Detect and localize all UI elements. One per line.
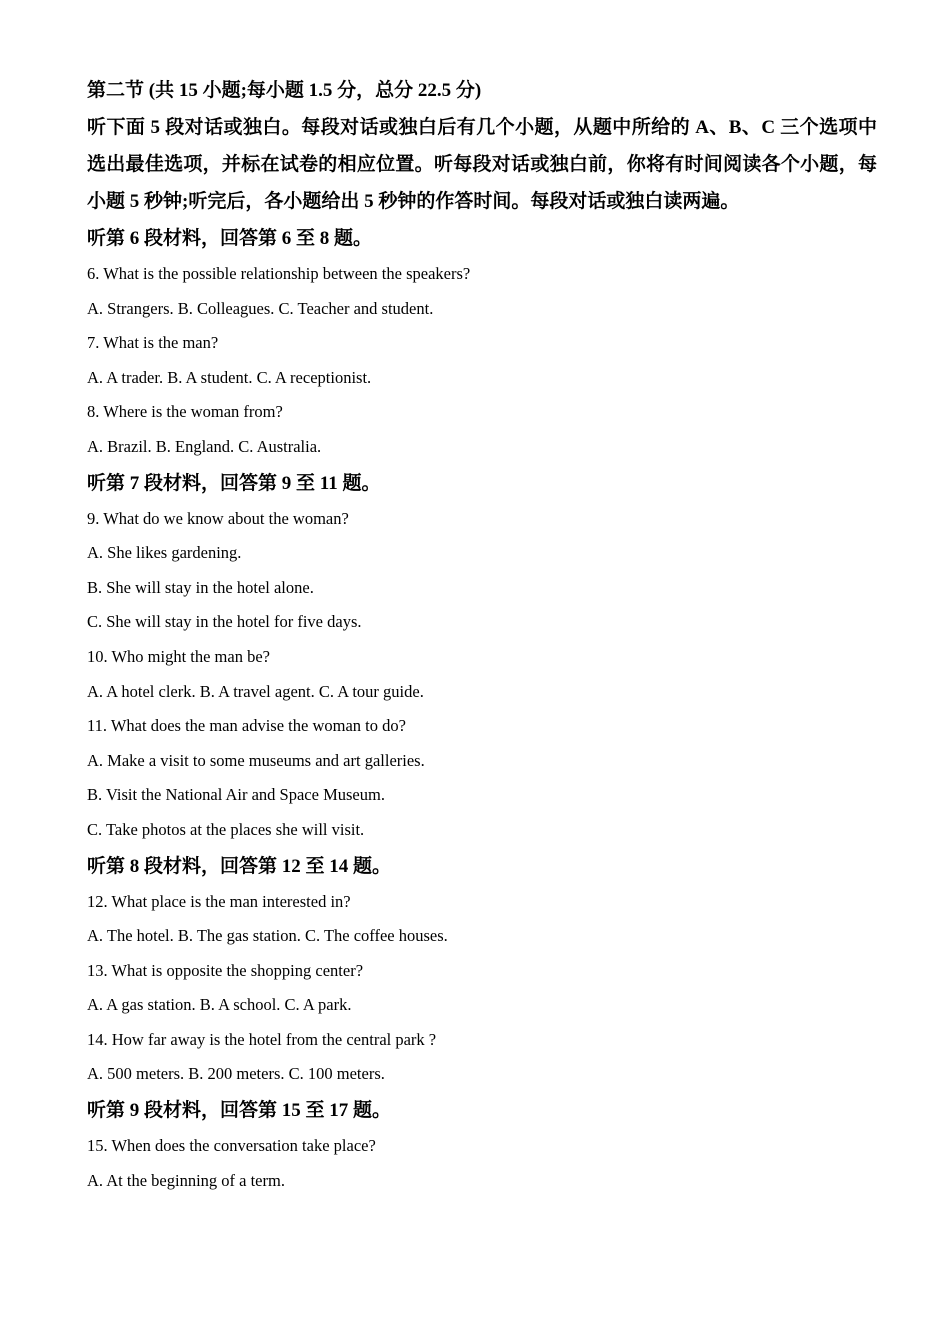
options-line: A. 500 meters. B. 200 meters. C. 100 meters. [87, 1064, 385, 1084]
options-line: A. Strangers. B. Colleagues. C. Teacher and student. [87, 298, 434, 318]
group-title: 听第 9 段材料，回答第 15 至 17 题。 [87, 1100, 392, 1122]
section-instructions: 听下面 5 段对话或独白。每段对话或独白后有几个小题，从题中所给的 A、B、C 三个选项中选出最佳选项，并标在试卷的相应位置。听每段对话或独白前，你将有时间阅读各个小题，每小题 5 秒钟;听完后，各小题给出 5 秒钟的作答时间。每段对话或独白读两遍。 [87, 117, 877, 212]
question-line: 10. Who might the man be? [87, 646, 270, 666]
options-line: A. A gas station. B. A school. C. A park. [87, 995, 352, 1015]
question-group-8 [87, 848, 877, 1093]
option-line: C. She will stay in the hotel for five days. [87, 612, 362, 632]
question-line: 13. What is opposite the shopping center? [87, 960, 364, 980]
question-line: 7. What is the man? [87, 333, 219, 353]
option-line: B. She will stay in the hotel alone. [87, 577, 314, 597]
options-line: A. Brazil. B. England. C. Australia. [87, 436, 322, 456]
exam-page [87, 72, 877, 1198]
question-group-9 [87, 1092, 877, 1198]
options-line: A. The hotel. B. The gas station. C. The coffee houses. [87, 926, 448, 946]
question-line: 6. What is the possible relationship between the speakers? [87, 264, 471, 283]
option-line: A. At the beginning of a term. [87, 1170, 285, 1190]
option-line: A. She likes gardening. [87, 543, 242, 563]
question-line: 11. What does the man advise the woman to do? [87, 716, 406, 736]
group-title: 听第 6 段材料，回答第 6 至 8 题。 [87, 228, 373, 249]
question-group-7 [87, 465, 877, 848]
question-line: 14. How far away is the hotel from the central park ? [87, 1029, 437, 1049]
group-title: 听第 7 段材料，回答第 9 至 11 题。 [87, 472, 381, 494]
question-group-6 [87, 220, 877, 465]
option-line: C. Take photos at the places she will visit. [87, 819, 365, 839]
option-line: B. Visit the National Air and Space Museum. [87, 785, 385, 805]
question-line: 12. What place is the man interested in? [87, 891, 351, 911]
option-line: A. Make a visit to some museums and art galleries. [87, 750, 425, 770]
options-line: A. A hotel clerk. B. A travel agent. C. A tour guide. [87, 681, 424, 701]
section-title: 第二节 (共 15 小题;每小题 1.5 分，总分 22.5 分) [87, 80, 482, 101]
question-line: 15. When does the conversation take place? [87, 1136, 376, 1156]
group-title: 听第 8 段材料，回答第 12 至 14 题。 [87, 855, 392, 877]
question-line: 8. Where is the woman from? [87, 402, 283, 422]
question-line: 9. What do we know about the woman? [87, 508, 349, 528]
options-line: A. A trader. B. A student. C. A receptionist. [87, 367, 372, 387]
